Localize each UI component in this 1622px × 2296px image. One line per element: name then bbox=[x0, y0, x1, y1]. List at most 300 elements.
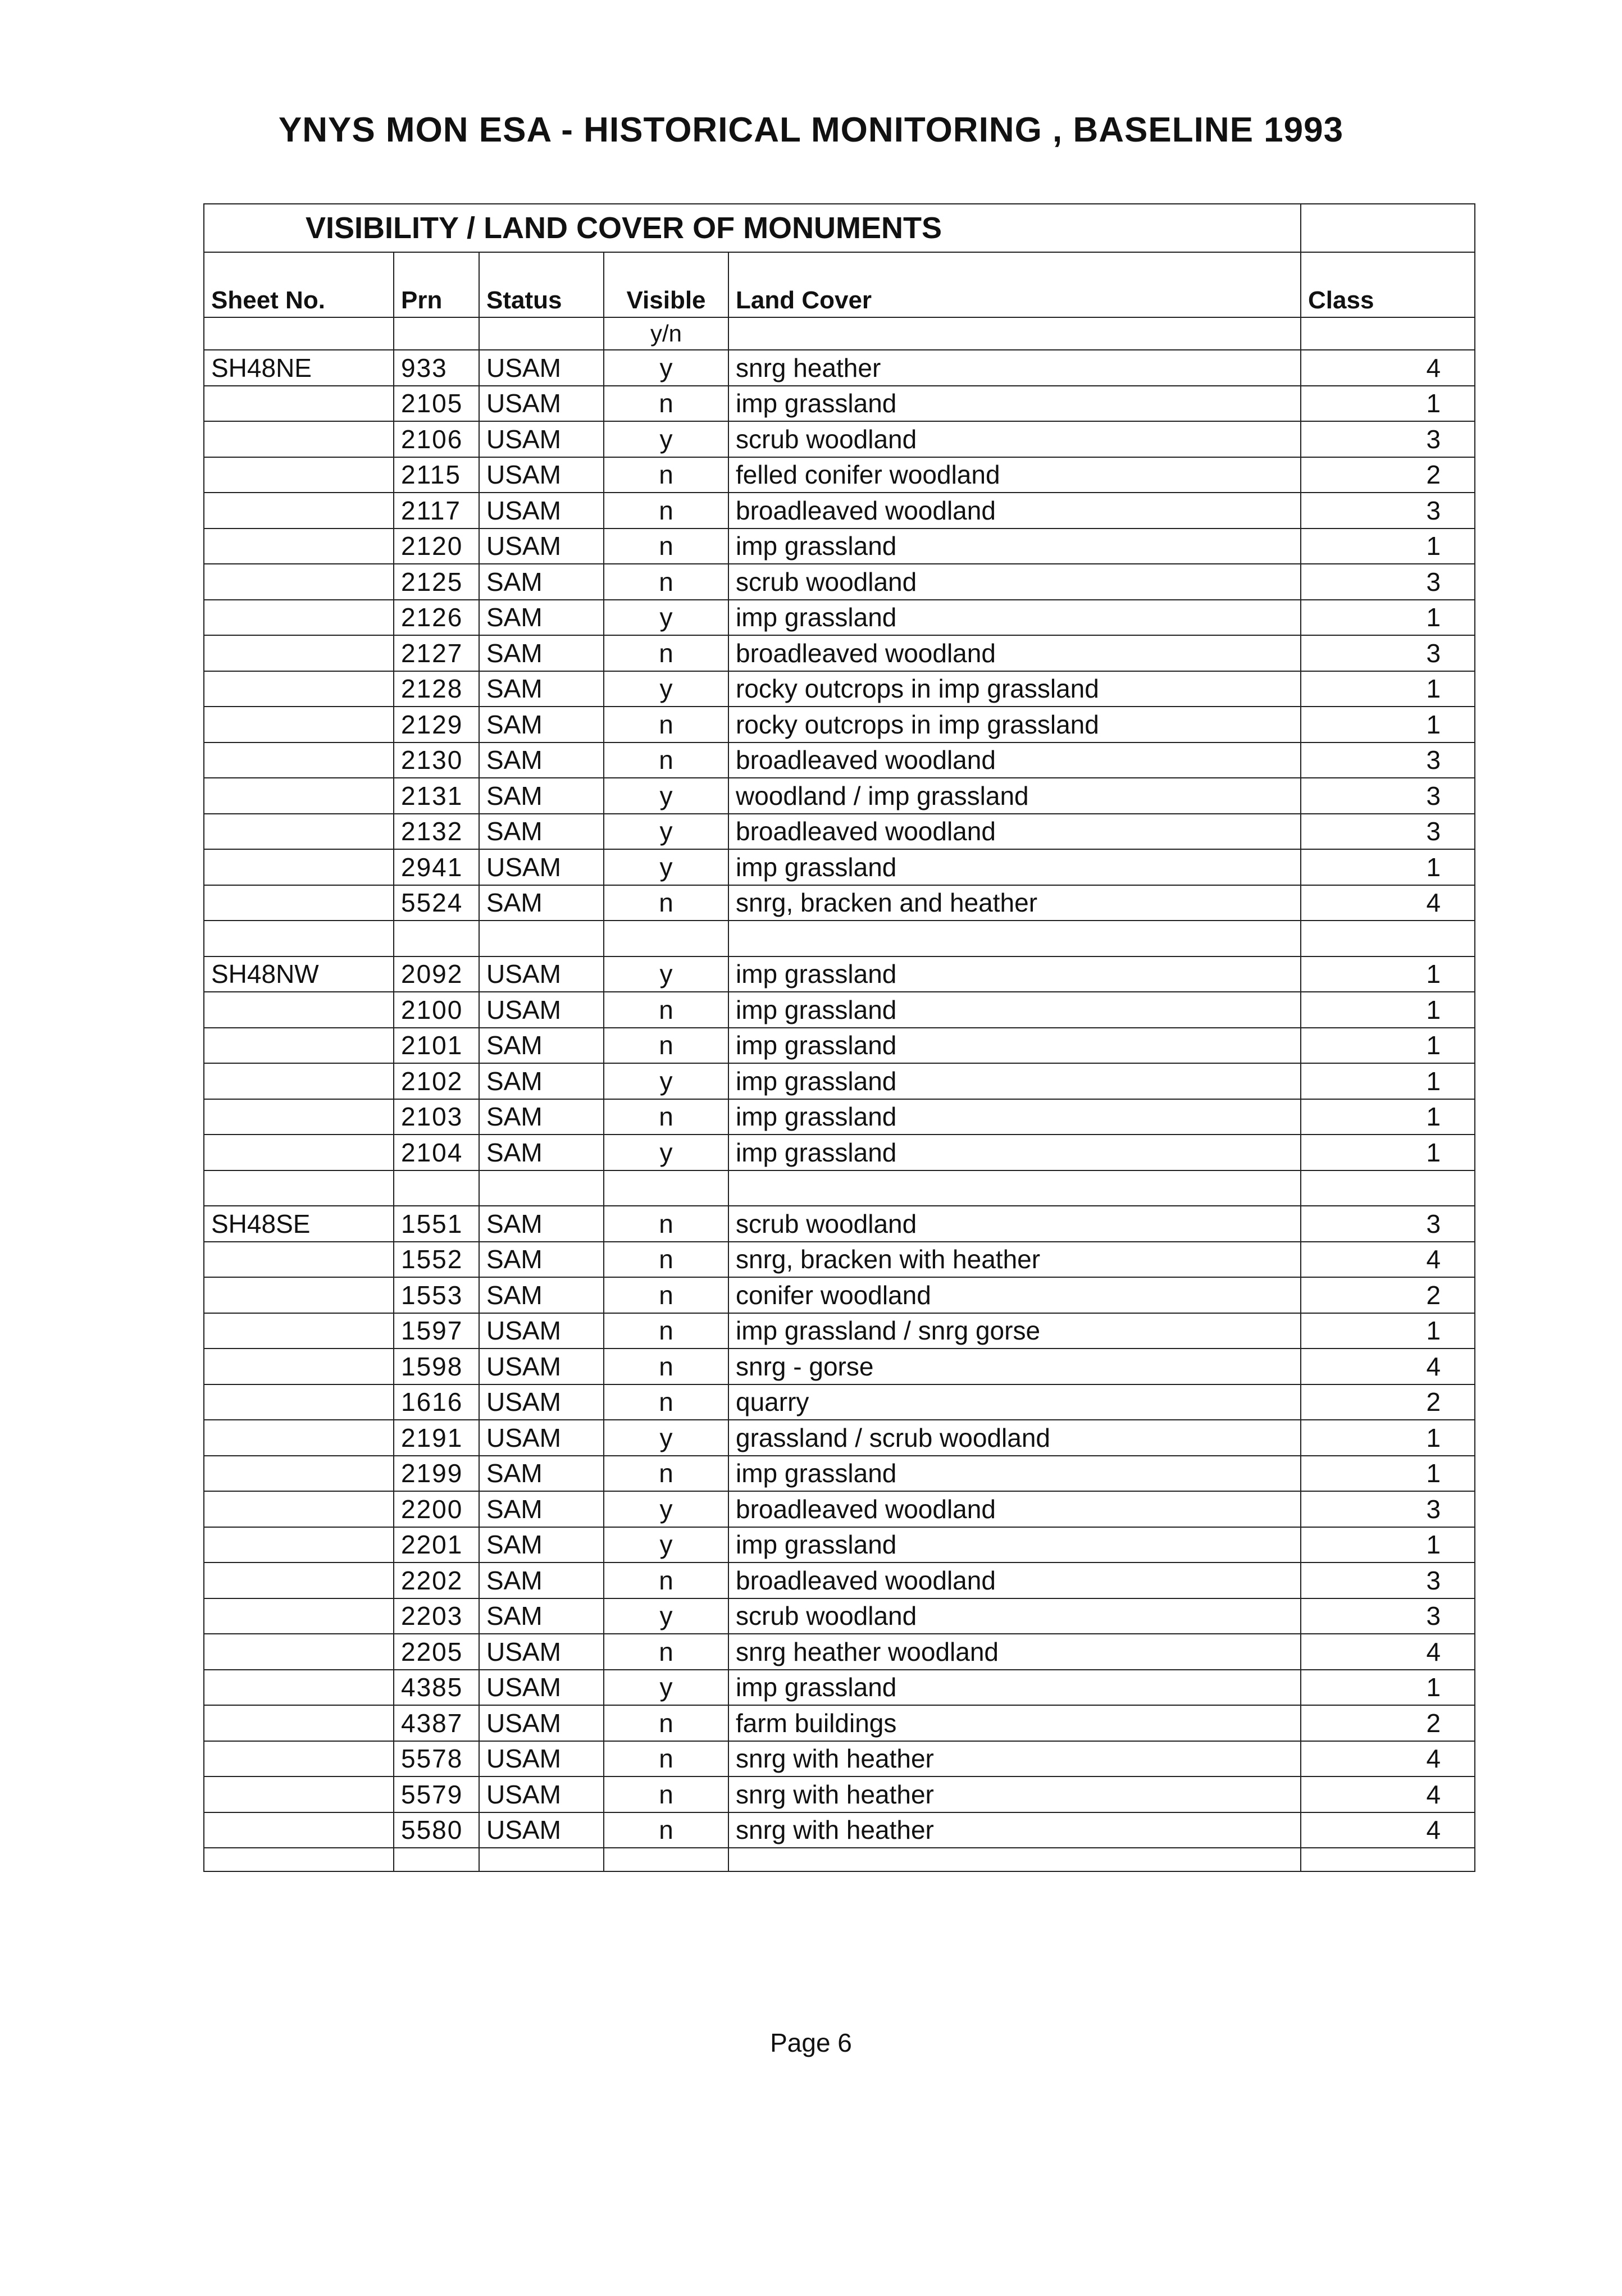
class-cell: 1 bbox=[1301, 671, 1475, 707]
visible-cell: y bbox=[604, 1063, 728, 1099]
status-cell: USAM bbox=[479, 493, 604, 529]
table-row bbox=[204, 778, 1475, 814]
spacer-cell bbox=[479, 1170, 604, 1206]
spacer-cell bbox=[394, 1848, 479, 1871]
status-cell: USAM bbox=[479, 1705, 604, 1741]
status-cell: USAM bbox=[479, 386, 604, 422]
table-row bbox=[204, 814, 1475, 850]
class-cell: 4 bbox=[1301, 1741, 1475, 1777]
land-cover-cell: snrg heather woodland bbox=[728, 1634, 1301, 1670]
sheet-number-empty bbox=[204, 707, 394, 742]
visible-cell: y bbox=[604, 671, 728, 707]
land-cover-cell: imp grassland bbox=[728, 1063, 1301, 1099]
visible-cell: n bbox=[604, 1277, 728, 1313]
sheet-number-empty bbox=[204, 1313, 394, 1349]
visible-cell: n bbox=[604, 386, 728, 422]
status-cell: USAM bbox=[479, 1349, 604, 1384]
class-cell: 3 bbox=[1301, 1206, 1475, 1242]
class-cell: 1 bbox=[1301, 1527, 1475, 1563]
class-cell: 1 bbox=[1301, 1670, 1475, 1706]
table-caption-row bbox=[204, 204, 1475, 252]
sheet-number-empty bbox=[204, 849, 394, 885]
sheet-number-empty bbox=[204, 1634, 394, 1670]
sheet-number: SH48NW bbox=[204, 956, 394, 992]
table-row bbox=[204, 529, 1475, 564]
class-cell: 3 bbox=[1301, 1491, 1475, 1527]
table-row bbox=[204, 1705, 1475, 1741]
land-cover-cell: broadleaved woodland bbox=[728, 814, 1301, 850]
visible-cell: n bbox=[604, 457, 728, 493]
prn-cell: 2100 bbox=[394, 992, 479, 1028]
table-row bbox=[204, 564, 1475, 600]
header-class: Class bbox=[1301, 252, 1475, 317]
status-cell: USAM bbox=[479, 350, 604, 386]
caption-empty-cell bbox=[1301, 204, 1475, 252]
status-cell: USAM bbox=[479, 1741, 604, 1777]
class-cell: 2 bbox=[1301, 457, 1475, 493]
class-cell: 3 bbox=[1301, 1598, 1475, 1634]
status-cell: SAM bbox=[479, 742, 604, 778]
table-row bbox=[204, 1670, 1475, 1706]
land-cover-cell: broadleaved woodland bbox=[728, 635, 1301, 671]
class-cell: 1 bbox=[1301, 1063, 1475, 1099]
table-row bbox=[204, 1242, 1475, 1278]
table-row bbox=[204, 849, 1475, 885]
class-cell: 4 bbox=[1301, 1242, 1475, 1278]
table-header-row bbox=[204, 252, 1475, 317]
table-row bbox=[204, 457, 1475, 493]
status-cell: SAM bbox=[479, 1562, 604, 1598]
class-cell: 3 bbox=[1301, 742, 1475, 778]
spacer-row bbox=[204, 1848, 1475, 1871]
sheet-number-empty bbox=[204, 1598, 394, 1634]
prn-cell: 2092 bbox=[394, 956, 479, 992]
land-cover-cell: snrg heather bbox=[728, 350, 1301, 386]
class-cell: 2 bbox=[1301, 1384, 1475, 1420]
sheet-number-empty bbox=[204, 1562, 394, 1598]
class-cell: 1 bbox=[1301, 992, 1475, 1028]
prn-cell: 2104 bbox=[394, 1135, 479, 1170]
class-cell: 1 bbox=[1301, 956, 1475, 992]
land-cover-cell: imp grassland bbox=[728, 600, 1301, 636]
visible-cell: y bbox=[604, 814, 728, 850]
class-cell: 4 bbox=[1301, 350, 1475, 386]
sheet-number-empty bbox=[204, 457, 394, 493]
prn-cell: 2105 bbox=[394, 386, 479, 422]
table-row bbox=[204, 635, 1475, 671]
status-cell: USAM bbox=[479, 457, 604, 493]
sheet-number-empty bbox=[204, 493, 394, 529]
sheet-number-empty bbox=[204, 1277, 394, 1313]
prn-cell: 2205 bbox=[394, 1634, 479, 1670]
land-cover-cell: snrg with heather bbox=[728, 1776, 1301, 1812]
class-cell: 4 bbox=[1301, 885, 1475, 921]
land-cover-cell: snrg, bracken and heather bbox=[728, 885, 1301, 921]
page-number: Page 6 bbox=[770, 2028, 852, 2057]
sheet-number-empty bbox=[204, 1705, 394, 1741]
prn-cell: 5580 bbox=[394, 1812, 479, 1848]
visible-cell: y bbox=[604, 849, 728, 885]
class-cell: 3 bbox=[1301, 493, 1475, 529]
prn-cell: 1597 bbox=[394, 1313, 479, 1349]
land-cover-cell: imp grassland bbox=[728, 1456, 1301, 1492]
prn-cell: 2106 bbox=[394, 421, 479, 457]
class-cell: 1 bbox=[1301, 1099, 1475, 1135]
status-cell: USAM bbox=[479, 956, 604, 992]
class-cell: 3 bbox=[1301, 635, 1475, 671]
subheader-empty bbox=[479, 317, 604, 350]
status-cell: USAM bbox=[479, 849, 604, 885]
prn-cell: 1553 bbox=[394, 1277, 479, 1313]
prn-cell: 1552 bbox=[394, 1242, 479, 1278]
visible-cell: n bbox=[604, 1634, 728, 1670]
sheet-number-empty bbox=[204, 421, 394, 457]
visible-cell: n bbox=[604, 1384, 728, 1420]
table-subheader-row bbox=[204, 317, 1475, 350]
sheet-number-empty bbox=[204, 635, 394, 671]
table-row bbox=[204, 671, 1475, 707]
prn-cell: 5579 bbox=[394, 1776, 479, 1812]
sheet-number-empty bbox=[204, 1741, 394, 1777]
visible-cell: n bbox=[604, 992, 728, 1028]
class-cell: 1 bbox=[1301, 1135, 1475, 1170]
land-cover-cell: imp grassland bbox=[728, 849, 1301, 885]
spacer-cell bbox=[204, 1170, 394, 1206]
status-cell: SAM bbox=[479, 1242, 604, 1278]
prn-cell: 2120 bbox=[394, 529, 479, 564]
sheet-number-empty bbox=[204, 778, 394, 814]
sheet-number: SH48SE bbox=[204, 1206, 394, 1242]
status-cell: SAM bbox=[479, 564, 604, 600]
header-status: Status bbox=[479, 252, 604, 317]
land-cover-cell: imp grassland bbox=[728, 956, 1301, 992]
document-title: YNYS MON ESA - HISTORICAL MONITORING , BASELINE 1993 bbox=[278, 111, 1344, 149]
class-cell: 2 bbox=[1301, 1705, 1475, 1741]
sheet-number-empty bbox=[204, 1420, 394, 1456]
spacer-cell bbox=[728, 1170, 1301, 1206]
visible-cell: y bbox=[604, 1491, 728, 1527]
status-cell: SAM bbox=[479, 885, 604, 921]
land-cover-cell: scrub woodland bbox=[728, 1598, 1301, 1634]
land-cover-cell: quarry bbox=[728, 1384, 1301, 1420]
status-cell: SAM bbox=[479, 1028, 604, 1064]
sheet-number-empty bbox=[204, 1242, 394, 1278]
table-row bbox=[204, 1456, 1475, 1492]
land-cover-cell: broadleaved woodland bbox=[728, 1491, 1301, 1527]
land-cover-cell: conifer woodland bbox=[728, 1277, 1301, 1313]
class-cell: 1 bbox=[1301, 386, 1475, 422]
prn-cell: 2200 bbox=[394, 1491, 479, 1527]
table-row bbox=[204, 493, 1475, 529]
status-cell: USAM bbox=[479, 529, 604, 564]
prn-cell: 1551 bbox=[394, 1206, 479, 1242]
table-row bbox=[204, 1206, 1475, 1242]
status-cell: SAM bbox=[479, 1277, 604, 1313]
spacer-cell bbox=[604, 921, 728, 956]
status-cell: SAM bbox=[479, 1135, 604, 1170]
prn-cell: 2131 bbox=[394, 778, 479, 814]
sheet-number-empty bbox=[204, 671, 394, 707]
sheet-number-empty bbox=[204, 1812, 394, 1848]
status-cell: SAM bbox=[479, 1491, 604, 1527]
land-cover-cell: grassland / scrub woodland bbox=[728, 1420, 1301, 1456]
land-cover-cell: imp grassland bbox=[728, 1527, 1301, 1563]
table-row bbox=[204, 1099, 1475, 1135]
prn-cell: 933 bbox=[394, 350, 479, 386]
land-cover-cell: imp grassland bbox=[728, 529, 1301, 564]
sheet-number-empty bbox=[204, 529, 394, 564]
status-cell: SAM bbox=[479, 635, 604, 671]
class-cell: 1 bbox=[1301, 600, 1475, 636]
class-cell: 3 bbox=[1301, 1562, 1475, 1598]
table-row bbox=[204, 1491, 1475, 1527]
status-cell: SAM bbox=[479, 1063, 604, 1099]
header-sheet: Sheet No. bbox=[204, 252, 394, 317]
status-cell: SAM bbox=[479, 1206, 604, 1242]
sheet-number-empty bbox=[204, 386, 394, 422]
status-cell: USAM bbox=[479, 1812, 604, 1848]
sheet-number-empty bbox=[204, 1063, 394, 1099]
spacer-cell bbox=[204, 921, 394, 956]
prn-cell: 2941 bbox=[394, 849, 479, 885]
status-cell: USAM bbox=[479, 1313, 604, 1349]
table-caption: VISIBILITY / LAND COVER OF MONUMENTS bbox=[204, 204, 1301, 252]
table-row bbox=[204, 1527, 1475, 1563]
spacer-cell bbox=[604, 1170, 728, 1206]
status-cell: SAM bbox=[479, 671, 604, 707]
table-row bbox=[204, 386, 1475, 422]
spacer-cell bbox=[1301, 1848, 1475, 1871]
visible-cell: n bbox=[604, 493, 728, 529]
visible-cell: y bbox=[604, 350, 728, 386]
table-row bbox=[204, 1135, 1475, 1170]
land-cover-cell: felled conifer woodland bbox=[728, 457, 1301, 493]
monuments-table bbox=[203, 203, 1475, 1872]
land-cover-cell: rocky outcrops in imp grassland bbox=[728, 671, 1301, 707]
visible-cell: n bbox=[604, 885, 728, 921]
class-cell: 1 bbox=[1301, 849, 1475, 885]
visible-cell: n bbox=[604, 1349, 728, 1384]
visible-cell: n bbox=[604, 1776, 728, 1812]
table-row bbox=[204, 1598, 1475, 1634]
table-row bbox=[204, 1562, 1475, 1598]
visible-cell: y bbox=[604, 1598, 728, 1634]
sheet-number-empty bbox=[204, 814, 394, 850]
sheet-number-empty bbox=[204, 600, 394, 636]
visible-cell: y bbox=[604, 1420, 728, 1456]
land-cover-cell: imp grassland bbox=[728, 1135, 1301, 1170]
monuments-table-container bbox=[203, 203, 1474, 1872]
class-cell: 3 bbox=[1301, 564, 1475, 600]
sheet-number-empty bbox=[204, 1527, 394, 1563]
prn-cell: 2101 bbox=[394, 1028, 479, 1064]
subheader-empty bbox=[728, 317, 1301, 350]
sheet-number-empty bbox=[204, 992, 394, 1028]
sheet-number-empty bbox=[204, 1456, 394, 1492]
sheet-number-empty bbox=[204, 885, 394, 921]
table-body bbox=[204, 204, 1475, 1871]
spacer-cell bbox=[1301, 921, 1475, 956]
status-cell: SAM bbox=[479, 707, 604, 742]
sheet-number-empty bbox=[204, 1384, 394, 1420]
land-cover-cell: scrub woodland bbox=[728, 1206, 1301, 1242]
class-cell: 1 bbox=[1301, 1313, 1475, 1349]
land-cover-cell: snrg - gorse bbox=[728, 1349, 1301, 1384]
spacer-cell bbox=[604, 1848, 728, 1871]
class-cell: 4 bbox=[1301, 1634, 1475, 1670]
sheet-number-empty bbox=[204, 1099, 394, 1135]
class-cell: 1 bbox=[1301, 1028, 1475, 1064]
status-cell: USAM bbox=[479, 1776, 604, 1812]
visible-cell: n bbox=[604, 1741, 728, 1777]
visible-cell: n bbox=[604, 1456, 728, 1492]
land-cover-cell: broadleaved woodland bbox=[728, 493, 1301, 529]
table-row bbox=[204, 742, 1475, 778]
spacer-cell bbox=[728, 1848, 1301, 1871]
table-row bbox=[204, 1420, 1475, 1456]
land-cover-cell: snrg, bracken with heather bbox=[728, 1242, 1301, 1278]
land-cover-cell: broadleaved woodland bbox=[728, 742, 1301, 778]
sheet-number-empty bbox=[204, 1670, 394, 1706]
prn-cell: 5578 bbox=[394, 1741, 479, 1777]
sheet-number-empty bbox=[204, 564, 394, 600]
prn-cell: 4385 bbox=[394, 1670, 479, 1706]
land-cover-cell: imp grassland bbox=[728, 1670, 1301, 1706]
table-row bbox=[204, 1277, 1475, 1313]
land-cover-cell: snrg with heather bbox=[728, 1741, 1301, 1777]
header-visible: Visible bbox=[604, 252, 728, 317]
land-cover-cell: farm buildings bbox=[728, 1705, 1301, 1741]
table-row bbox=[204, 1812, 1475, 1848]
subheader-empty bbox=[204, 317, 394, 350]
sheet-number-empty bbox=[204, 742, 394, 778]
prn-cell: 1598 bbox=[394, 1349, 479, 1384]
prn-cell: 2201 bbox=[394, 1527, 479, 1563]
subheader-empty bbox=[394, 317, 479, 350]
prn-cell: 2127 bbox=[394, 635, 479, 671]
land-cover-cell: snrg with heather bbox=[728, 1812, 1301, 1848]
status-cell: USAM bbox=[479, 421, 604, 457]
sheet-number-empty bbox=[204, 1028, 394, 1064]
visible-cell: n bbox=[604, 1705, 728, 1741]
prn-cell: 2129 bbox=[394, 707, 479, 742]
visible-cell: y bbox=[604, 956, 728, 992]
table-row bbox=[204, 421, 1475, 457]
class-cell: 3 bbox=[1301, 421, 1475, 457]
spacer-row bbox=[204, 1170, 1475, 1206]
prn-cell: 2126 bbox=[394, 600, 479, 636]
spacer-cell bbox=[204, 1848, 394, 1871]
status-cell: USAM bbox=[479, 992, 604, 1028]
land-cover-cell: imp grassland / snrg gorse bbox=[728, 1313, 1301, 1349]
visible-cell: n bbox=[604, 635, 728, 671]
class-cell: 1 bbox=[1301, 1456, 1475, 1492]
prn-cell: 2102 bbox=[394, 1063, 479, 1099]
land-cover-cell: imp grassland bbox=[728, 992, 1301, 1028]
sheet-number: SH48NE bbox=[204, 350, 394, 386]
class-cell: 1 bbox=[1301, 1420, 1475, 1456]
prn-cell: 2203 bbox=[394, 1598, 479, 1634]
status-cell: USAM bbox=[479, 1384, 604, 1420]
header-visible-sub: y/n bbox=[604, 317, 728, 350]
visible-cell: y bbox=[604, 1670, 728, 1706]
spacer-cell bbox=[728, 921, 1301, 956]
land-cover-cell: woodland / imp grassland bbox=[728, 778, 1301, 814]
status-cell: USAM bbox=[479, 1420, 604, 1456]
class-cell: 4 bbox=[1301, 1349, 1475, 1384]
visible-cell: y bbox=[604, 421, 728, 457]
land-cover-cell: imp grassland bbox=[728, 1099, 1301, 1135]
prn-cell: 2115 bbox=[394, 457, 479, 493]
class-cell: 3 bbox=[1301, 814, 1475, 850]
prn-cell: 2202 bbox=[394, 1562, 479, 1598]
status-cell: USAM bbox=[479, 1634, 604, 1670]
sheet-number-empty bbox=[204, 1349, 394, 1384]
visible-cell: n bbox=[604, 1206, 728, 1242]
visible-cell: n bbox=[604, 1313, 728, 1349]
class-cell: 4 bbox=[1301, 1812, 1475, 1848]
class-cell: 3 bbox=[1301, 778, 1475, 814]
status-cell: SAM bbox=[479, 1598, 604, 1634]
status-cell: USAM bbox=[479, 1670, 604, 1706]
table-row bbox=[204, 1028, 1475, 1064]
status-cell: SAM bbox=[479, 600, 604, 636]
prn-cell: 2125 bbox=[394, 564, 479, 600]
table-row bbox=[204, 600, 1475, 636]
table-row bbox=[204, 1634, 1475, 1670]
status-cell: SAM bbox=[479, 1527, 604, 1563]
visible-cell: n bbox=[604, 564, 728, 600]
status-cell: SAM bbox=[479, 1456, 604, 1492]
header-prn: Prn bbox=[394, 252, 479, 317]
status-cell: SAM bbox=[479, 1099, 604, 1135]
table-row bbox=[204, 1741, 1475, 1777]
visible-cell: n bbox=[604, 1242, 728, 1278]
visible-cell: n bbox=[604, 707, 728, 742]
table-row bbox=[204, 707, 1475, 742]
subheader-empty bbox=[1301, 317, 1475, 350]
prn-cell: 2191 bbox=[394, 1420, 479, 1456]
spacer-cell bbox=[394, 1170, 479, 1206]
sheet-number-empty bbox=[204, 1776, 394, 1812]
prn-cell: 2132 bbox=[394, 814, 479, 850]
table-row bbox=[204, 1776, 1475, 1812]
visible-cell: n bbox=[604, 1099, 728, 1135]
land-cover-cell: rocky outcrops in imp grassland bbox=[728, 707, 1301, 742]
land-cover-cell: imp grassland bbox=[728, 1028, 1301, 1064]
class-cell: 1 bbox=[1301, 529, 1475, 564]
land-cover-cell: scrub woodland bbox=[728, 421, 1301, 457]
visible-cell: y bbox=[604, 778, 728, 814]
table-row bbox=[204, 1349, 1475, 1384]
visible-cell: y bbox=[604, 1135, 728, 1170]
table-row bbox=[204, 1063, 1475, 1099]
header-land-cover: Land Cover bbox=[728, 252, 1301, 317]
prn-cell: 2117 bbox=[394, 493, 479, 529]
table-row bbox=[204, 350, 1475, 386]
table-row bbox=[204, 885, 1475, 921]
prn-cell: 2103 bbox=[394, 1099, 479, 1135]
visible-cell: n bbox=[604, 1812, 728, 1848]
table-row bbox=[204, 1384, 1475, 1420]
prn-cell: 4387 bbox=[394, 1705, 479, 1741]
class-cell: 4 bbox=[1301, 1776, 1475, 1812]
status-cell: SAM bbox=[479, 778, 604, 814]
visible-cell: y bbox=[604, 600, 728, 636]
visible-cell: n bbox=[604, 1562, 728, 1598]
visible-cell: n bbox=[604, 742, 728, 778]
land-cover-cell: broadleaved woodland bbox=[728, 1562, 1301, 1598]
